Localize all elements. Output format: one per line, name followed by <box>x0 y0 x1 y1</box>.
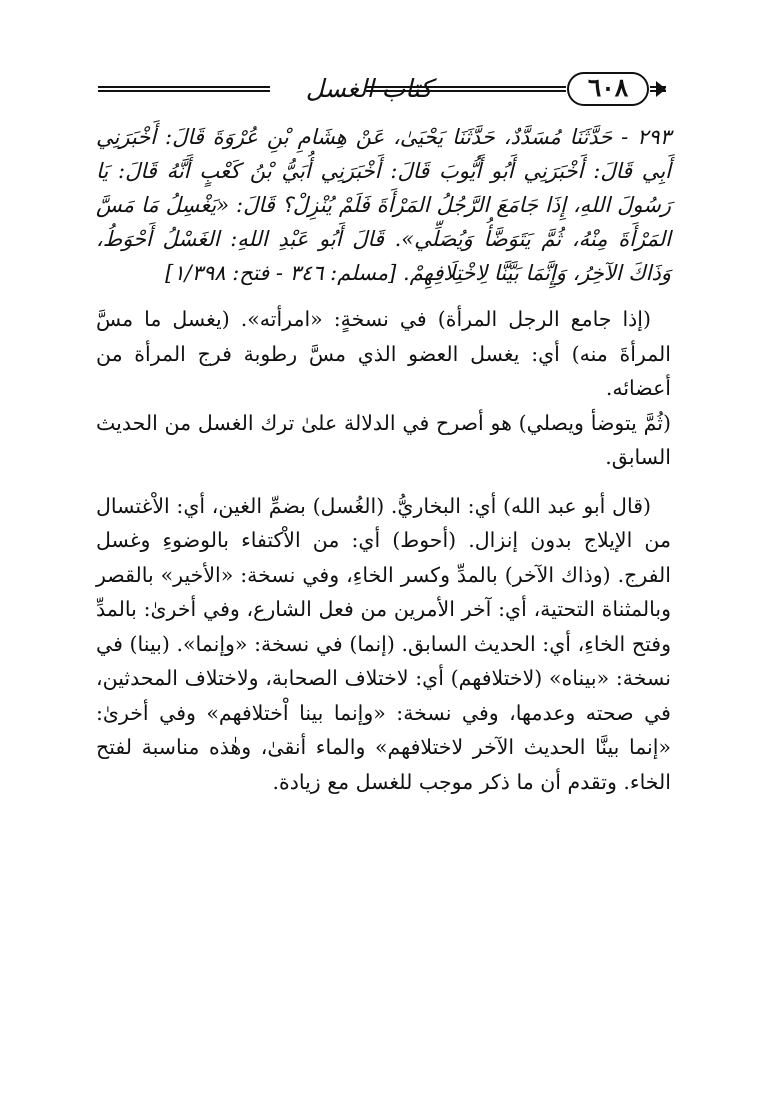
header-rule-left <box>98 86 270 92</box>
commentary-paragraph-2: (ثُمَّ يتوضأ ويصلي) هو أصرح في الدلالة علىٰ ترك الغسل من الحديث السابق. <box>96 410 671 469</box>
page-number: ٦٠٨ <box>567 72 649 106</box>
commentary-paragraph-1: (إذا جامع الرجل المرأة) في نسخةٍ: «امرأته». (يغسل ما مسَّ المرأةَ منه) أي: يغسل العضو الذي مسَّ رطوبة فرج المرأة من أعضائه. <box>96 307 671 400</box>
page-header <box>98 68 666 112</box>
hadith-text: ٢٩٣ - حَدَّثَنَا مُسَدَّدٌ، حَدَّثَنَا يَحْيَىٰ، عَنْ هِشَامِ بْنِ عُرْوَةَ قَالَ: أَخْبَرَنِي أَبِي قَالَ: أَخْبَرَنِي أَبُو أَيُّوبَ قَالَ: أَخْبَرَنِي أُبَيُّ بْنُ كَعْبٍ أَنَّهُ قَالَ: يَا رَسُولَ اللهِ، إِذَا جَامَعَ الرَّجُلُ المَرْأَةَ فَلَمْ يُنْزِلْ؟ قَالَ: «يَغْسِلُ مَا مَسَّ المَرْأَةَ مِنْهُ، ثُمَّ يَتَوَضَّأُ وَيُصَلِّي». قَالَ أَبُو عَبْدِ اللهِ: الغَسْلُ أَحْوَطُ، وَذَاكَ الآخِرُ، وَإِنَّمَا بَيَّنَّا لِاخْتِلَافِهِمْ. [مسلم: ٣٤٦ - فتح: ١/٣٩٨] <box>96 125 671 285</box>
header-ornament-icon <box>656 81 666 97</box>
page-body <box>96 120 671 799</box>
running-title: كتاب الغسل <box>305 74 433 103</box>
header-rule-right <box>366 86 566 92</box>
commentary-paragraph-3: (قال أبو عبد الله) أي: البخاريُّ. (الغُسل) بضمِّ الغين، أي: الاْغتسال من الإيلاج بدون إنزال. (أحوط) أي: من الاْكتفاء بالوضوءِ وغسل الفرج. (وذاك الآخر) بالمدِّ وكسر الخاءِ، وفي نسخة: «الأخير» بالقصر وبالمثناة التحتية، أي: آخر الأمرين من فعل الشارع، وفي أخرىٰ: بالمدِّ وفتح الخاءِ، أي: الحديث السابق. (إنما) في نسخة: «وإنما». (بينا) في نسخة: «بيناه» (لاختلافهم) أي: لاختلاف الصحابة، ولاختلاف المحدثين، في صحته وعدمها، وفي نسخة: «وإنما بينا اْختلافهم» وفي أخرىٰ: «إنما بينَّا الحديث الآخر لاختلافهم» والماء أنقىٰ، وهٰذه مناسبة لفتح الخاء. وتقدم أن ما ذكر موجب للغسل مع زيادة. <box>96 493 671 794</box>
